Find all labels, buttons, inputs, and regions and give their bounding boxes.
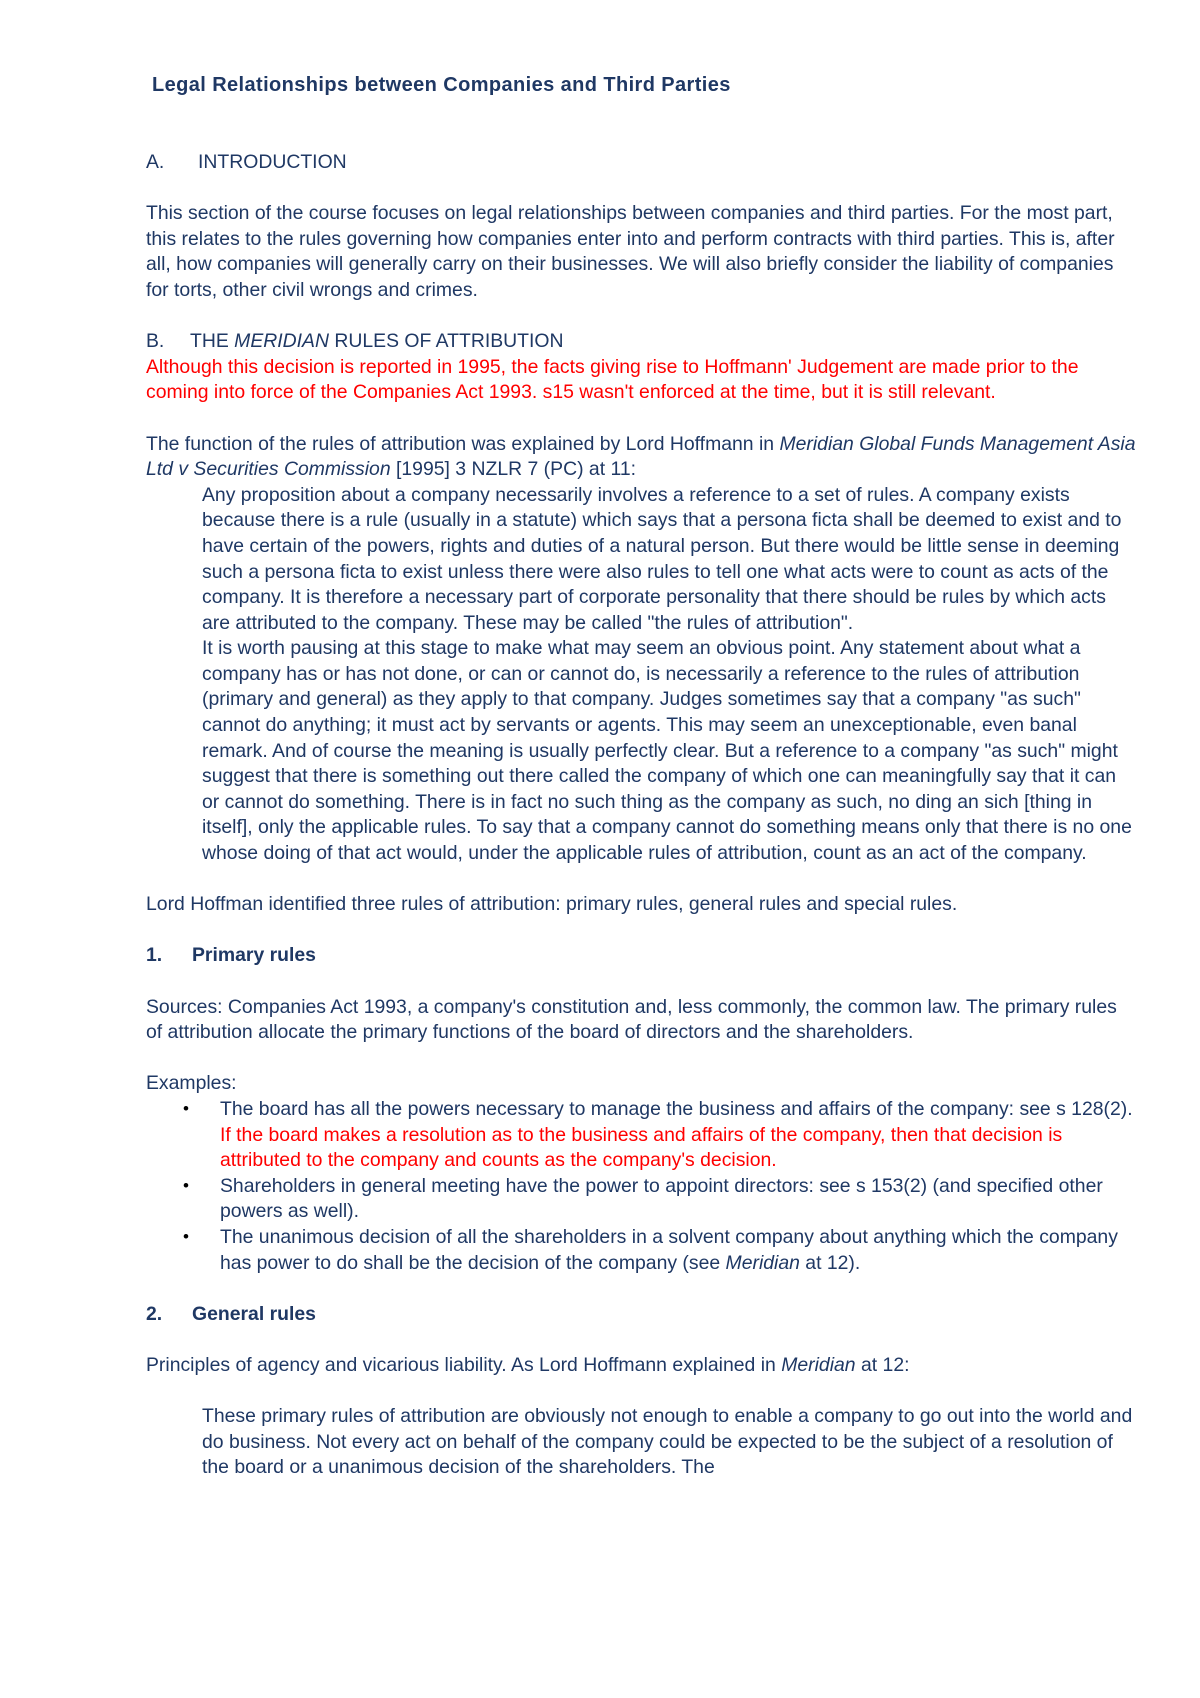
paragraph-text: at 12: bbox=[855, 1353, 910, 1376]
section-b-heading bbox=[146, 329, 1136, 355]
section-title-rest: RULES OF ATTRIBUTION bbox=[328, 330, 564, 353]
red-annotation-note: Although this decision is reported in 1995, the facts giving rise to Hoffmann' Judgement are made prior to the coming into force of the Companies Act 1993. s15 wasn't enforced at the time, but it is still relevant. bbox=[146, 355, 1079, 404]
heading-text: Primary rules bbox=[192, 944, 316, 967]
heading-number: 1. bbox=[146, 944, 163, 967]
section-a-heading bbox=[146, 150, 1136, 176]
examples-label: Examples: bbox=[146, 1072, 237, 1095]
document-title: Legal Relationships between Companies and Third Parties bbox=[152, 74, 731, 96]
bullet-icon: • bbox=[183, 1098, 189, 1118]
list-item bbox=[183, 1097, 1136, 1174]
section-letter: B. bbox=[146, 330, 165, 353]
heading-text: General rules bbox=[192, 1302, 316, 1325]
case-citation: Meridian Global Funds Management Asia Ltd v Securities Commission bbox=[146, 432, 1136, 481]
list-item bbox=[183, 1225, 1136, 1276]
list-item bbox=[183, 1174, 1136, 1225]
general-rules-heading bbox=[146, 1302, 1136, 1328]
rules-function-paragraph bbox=[146, 432, 1136, 483]
block-quote-3: These primary rules of attribution are obviously not enough to enable a company to go out into the world and do business. Not every act on behalf of the company could be expected to be the subject of a resolution of the board or a unanimous decision of the shareholders. The bbox=[202, 1405, 1133, 1479]
primary-rules-heading bbox=[146, 943, 1136, 969]
paragraph-text: Principles of agency and vicarious liability. As Lord Hoffmann explained in bbox=[146, 1353, 782, 1376]
general-rules-intro bbox=[146, 1353, 1136, 1379]
section-title-case: MERIDIAN bbox=[234, 330, 329, 353]
document-body bbox=[146, 150, 1136, 1481]
summary-paragraph: Lord Hoffman identified three rules of attribution: primary rules, general rules and special rules. bbox=[146, 893, 958, 916]
examples-list bbox=[146, 1097, 1136, 1276]
list-item-text: at 12). bbox=[799, 1251, 861, 1274]
sources-paragraph: Sources: Companies Act 1993, a company's constitution and, less commonly, the common law. The primary rules of attribution allocate the primary functions of the board of directors and the shareholders. bbox=[146, 995, 1117, 1044]
block-quote-2: It is worth pausing at this stage to make what may seem an obvious point. Any statement about what a company has or has not done, or can or cannot do, is necessarily a reference to the rules of attribution (primary and general) as they apply to that company. Judges sometimes say that a company "as such" cannot do anything; it must act by servants or agents. This may seem an unexceptionable, even banal remark. And of course the meaning is usually perfectly clear. But a reference to a company "as such" might suggest that there is something out there called the company of which one can meaningfully say that it can or cannot do something. There is in fact no such thing as the company as such, no ding an sich [thing in itself], only the applicable rules. To say that a company cannot do something means only that there is no one whose doing of that act would, under the applicable rules of attribution, count as an act of the company. bbox=[202, 637, 1132, 865]
list-item-text: The unanimous decision of all the shareholders in a solvent company about anything which the company has power to do shall be the decision of the company (see bbox=[220, 1225, 1118, 1274]
introduction-paragraph: This section of the course focuses on legal relationships between companies and third parties. For the most part, this relates to the rules governing how companies enter into and perform contracts with third parties. This is, after all, how companies will generally carry on their businesses. We will also briefly consider the liability of companies for torts, other civil wrongs and crimes. bbox=[146, 202, 1115, 301]
list-item-text: Shareholders in general meeting have the power to appoint directors: see s 153(2) (and specified other powers as well). bbox=[220, 1174, 1103, 1223]
list-item-text: The board has all the powers necessary to manage the business and affairs of the company: see s 128(2). bbox=[220, 1097, 1133, 1120]
section-title-prefix: THE bbox=[190, 330, 235, 353]
case-citation: Meridian bbox=[781, 1353, 856, 1376]
section-title: INTRODUCTION bbox=[198, 151, 347, 173]
paragraph-text: The function of the rules of attribution was explained by Lord Hoffmann in bbox=[146, 432, 780, 455]
block-quote-1: Any proposition about a company necessarily involves a reference to a set of rules. A company exists because there is a rule (usually in a statute) which says that a persona ficta shall be deemed to exist and to have certain of the powers, rights and duties of a natural person. But there would be little sense in deeming such a persona ficta to exist unless there were also rules to tell one what acts were to count as acts of the company. It is therefore a necessary part of corporate personality that there should be rules by which acts are attributed to the company. These may be called "the rules of attribution". bbox=[202, 483, 1122, 634]
bullet-icon: • bbox=[183, 1226, 189, 1246]
case-citation: Meridian bbox=[725, 1251, 800, 1274]
paragraph-text: [1995] 3 NZLR 7 (PC) at 11: bbox=[390, 458, 636, 481]
bullet-icon: • bbox=[183, 1175, 189, 1195]
red-annotation-inline: If the board makes a resolution as to the business and affairs of the company, then that decision is attributed to the company and counts as the company's decision. bbox=[220, 1123, 1063, 1172]
section-letter: A. bbox=[146, 151, 165, 173]
heading-number: 2. bbox=[146, 1302, 163, 1325]
